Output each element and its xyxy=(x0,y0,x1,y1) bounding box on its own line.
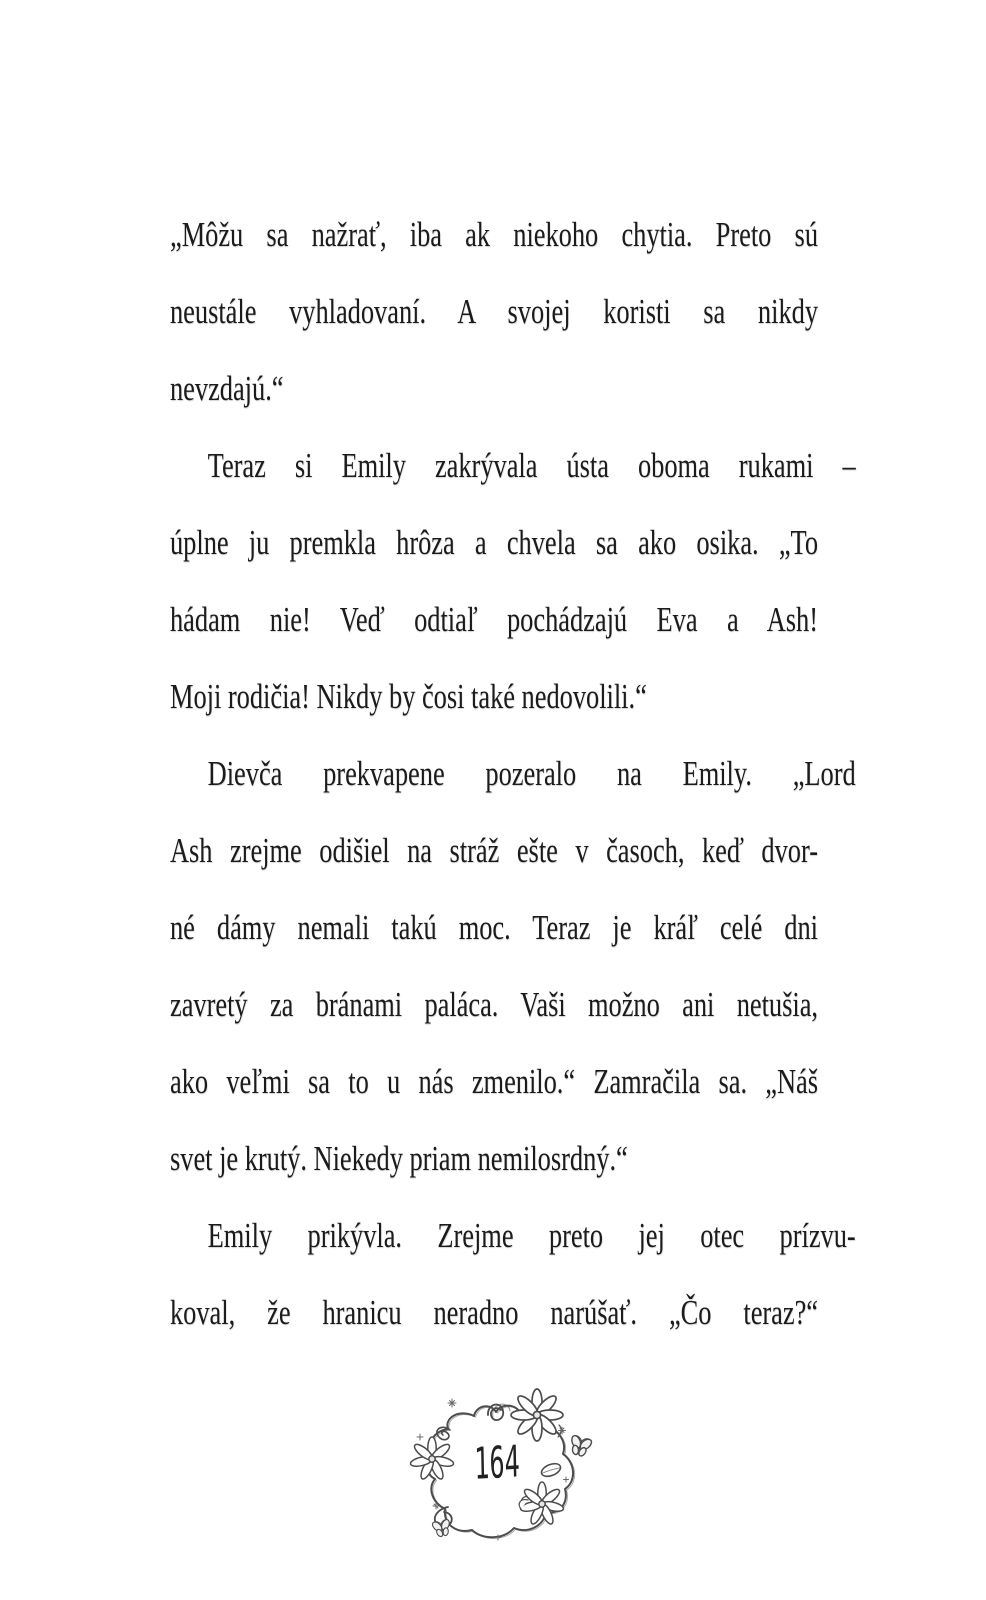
text-line: „Môžu sa nažrať, iba ak niekoho chytia. Preto sú xyxy=(170,215,819,254)
text-block xyxy=(170,196,856,1351)
flower-icon xyxy=(511,1389,563,1441)
text-line: Moji rodičia! Nikdy by čosi také nedovolili.“ xyxy=(170,677,647,716)
flower-icon xyxy=(519,1482,564,1526)
text-line: né dámy nemali takú moc. Teraz je kráľ celé dni xyxy=(170,908,819,947)
text-line: nevzdajú.“ xyxy=(170,369,284,408)
butterfly-icon xyxy=(566,1433,595,1459)
text-line: Ash zrejme odišiel na stráž ešte v časoch, keď dvor- xyxy=(170,831,819,870)
text-line: úplne ju premkla hrôza a chvela sa ako osika. „To xyxy=(170,523,819,562)
text-line: svet je krutý. Niekedy priam nemilosrdný.“ xyxy=(170,1139,628,1178)
page-number: 164 xyxy=(473,1435,521,1490)
text-line: Emily prikývla. Zrejme preto jej otec prízvu- xyxy=(207,1216,856,1255)
text-line: hádam nie! Veď odtiaľ pochádzajú Eva a Ash! xyxy=(170,600,819,639)
text-line: koval, že hranicu neradno narúšať. „Čo teraz?“ xyxy=(170,1293,819,1332)
text-line: neustále vyhladovaní. A svojej koristi sa nikdy xyxy=(170,292,819,331)
butterfly-icon xyxy=(430,1517,454,1539)
text-line: Teraz si Emily zakrývala ústa oboma rukami – xyxy=(207,446,856,485)
text-line: zavretý za bránami paláca. Vaši možno ani netušia, xyxy=(170,985,819,1024)
text-line: ako veľmi sa to u nás zmenilo.“ Zamračila sa. „Náš xyxy=(170,1062,819,1101)
text-line: Dievča prekvapene pozeralo na Emily. „Lord xyxy=(207,754,856,793)
page-number-ornament xyxy=(390,1385,610,1555)
